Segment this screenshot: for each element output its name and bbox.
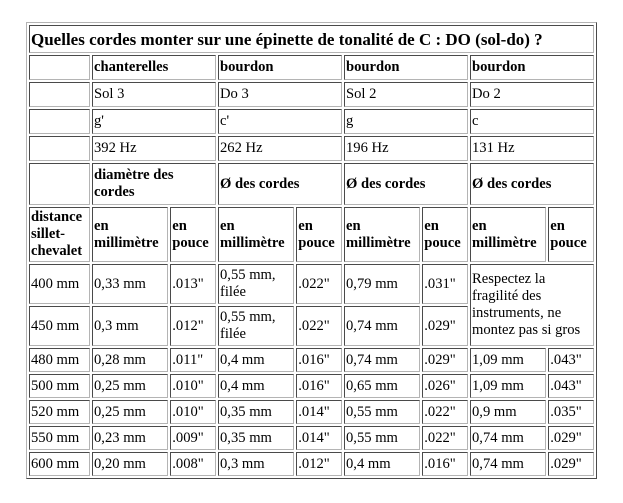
role-bourdon-do2: bourdon <box>470 55 594 80</box>
unit-mm-header: en millimètre <box>470 207 546 262</box>
diameter-header: Ø des cordes <box>344 163 468 205</box>
diameter-mm-cell: 0,74 mm <box>344 348 420 372</box>
diameter-mm-cell: 0,55 mm, filée <box>218 306 294 346</box>
empty-cell <box>29 82 90 107</box>
diameter-mm-cell: 0,3 mm <box>92 306 168 346</box>
distance-header: distance sillet-chevalet <box>29 207 90 262</box>
role-chanterelles: chanterelles <box>92 55 216 80</box>
notation-c: c <box>470 109 594 134</box>
empty-cell <box>29 109 90 134</box>
diameter-inch-cell: .043" <box>548 348 594 372</box>
diameter-inch-cell: .022" <box>422 400 468 424</box>
notation-row <box>29 109 594 134</box>
unit-header-row <box>29 207 594 262</box>
diameter-inch-cell: .022" <box>296 264 342 304</box>
unit-inch-header: en pouce <box>548 207 594 262</box>
diameter-mm-cell: 0,74 mm <box>344 306 420 346</box>
diameter-inch-cell: .022" <box>296 306 342 346</box>
table-row <box>29 452 594 476</box>
note-do2: Do 2 <box>470 82 594 107</box>
table-title: Quelles cordes monter sur une épinette de tonalité de C : DO (sol-do) ? <box>29 25 594 53</box>
distance-cell: 500 mm <box>29 374 90 398</box>
diameter-inch-cell: .013" <box>170 264 216 304</box>
title-row <box>29 25 594 53</box>
unit-inch-header: en pouce <box>422 207 468 262</box>
distance-cell: 520 mm <box>29 400 90 424</box>
diameter-mm-cell: 0,23 mm <box>92 426 168 450</box>
diameter-inch-cell: .014" <box>296 400 342 424</box>
unit-mm-header: en millimètre <box>92 207 168 262</box>
diameter-header: Ø des cordes <box>218 163 342 205</box>
freq-do2: 131 Hz <box>470 136 594 161</box>
diameter-inch-cell: .016" <box>296 374 342 398</box>
string-role-row <box>29 55 594 80</box>
diameter-header-row <box>29 163 594 205</box>
diameter-inch-cell: .031" <box>422 264 468 304</box>
diameter-inch-cell: .029" <box>548 452 594 476</box>
diameter-inch-cell: .012" <box>296 452 342 476</box>
table-row <box>29 374 594 398</box>
table-row <box>29 264 594 304</box>
diameter-inch-cell: .014" <box>296 426 342 450</box>
diameter-mm-cell: 0,65 mm <box>344 374 420 398</box>
diameter-mm-cell: 0,74 mm <box>470 426 546 450</box>
notation-g-prime: g' <box>92 109 216 134</box>
unit-inch-header: en pouce <box>170 207 216 262</box>
frequency-row <box>29 136 594 161</box>
diameter-mm-cell: 0,25 mm <box>92 400 168 424</box>
notation-g: g <box>344 109 468 134</box>
diameter-mm-cell: 1,09 mm <box>470 348 546 372</box>
diameter-mm-cell: 0,25 mm <box>92 374 168 398</box>
diameter-mm-cell: 0,35 mm <box>218 426 294 450</box>
table-row <box>29 348 594 372</box>
diameter-inch-cell: .026" <box>422 374 468 398</box>
diameter-header: diamètre des cordes <box>92 163 216 205</box>
diameter-inch-cell: .010" <box>170 374 216 398</box>
freq-sol3: 392 Hz <box>92 136 216 161</box>
unit-mm-header: en millimètre <box>344 207 420 262</box>
diameter-header: Ø des cordes <box>470 163 594 205</box>
clipped-text-strip <box>0 0 623 16</box>
note-do3: Do 3 <box>218 82 342 107</box>
diameter-inch-cell: .029" <box>548 426 594 450</box>
distance-cell: 550 mm <box>29 426 90 450</box>
fragility-note: Respectez la fragilité des instruments, ne montez pas si gros <box>470 264 594 346</box>
diameter-mm-cell: 0,4 mm <box>218 348 294 372</box>
unit-mm-header: en millimètre <box>218 207 294 262</box>
diameter-inch-cell: .011" <box>170 348 216 372</box>
diameter-inch-cell: .016" <box>422 452 468 476</box>
distance-cell: 450 mm <box>29 306 90 346</box>
diameter-inch-cell: .008" <box>170 452 216 476</box>
note-name-row <box>29 82 594 107</box>
diameter-inch-cell: .029" <box>422 306 468 346</box>
table-row <box>29 426 594 450</box>
distance-cell: 600 mm <box>29 452 90 476</box>
diameter-inch-cell: .012" <box>170 306 216 346</box>
empty-cell <box>29 163 90 205</box>
diameter-mm-cell: 0,55 mm <box>344 400 420 424</box>
diameter-mm-cell: 0,4 mm <box>218 374 294 398</box>
diameter-mm-cell: 0,55 mm, filée <box>218 264 294 304</box>
table-row <box>29 400 594 424</box>
empty-cell <box>29 136 90 161</box>
diameter-mm-cell: 0,9 mm <box>470 400 546 424</box>
diameter-inch-cell: .022" <box>422 426 468 450</box>
diameter-inch-cell: .010" <box>170 400 216 424</box>
string-gauge-table <box>26 22 597 479</box>
diameter-inch-cell: .009" <box>170 426 216 450</box>
empty-cell <box>29 55 90 80</box>
diameter-inch-cell: .035" <box>548 400 594 424</box>
freq-do3: 262 Hz <box>218 136 342 161</box>
diameter-mm-cell: 0,28 mm <box>92 348 168 372</box>
diameter-mm-cell: 0,79 mm <box>344 264 420 304</box>
diameter-mm-cell: 1,09 mm <box>470 374 546 398</box>
distance-cell: 480 mm <box>29 348 90 372</box>
role-bourdon-sol2: bourdon <box>344 55 468 80</box>
diameter-mm-cell: 0,3 mm <box>218 452 294 476</box>
note-sol3: Sol 3 <box>92 82 216 107</box>
diameter-mm-cell: 0,4 mm <box>344 452 420 476</box>
diameter-mm-cell: 0,55 mm <box>344 426 420 450</box>
diameter-mm-cell: 0,33 mm <box>92 264 168 304</box>
diameter-inch-cell: .016" <box>296 348 342 372</box>
freq-sol2: 196 Hz <box>344 136 468 161</box>
role-bourdon-do3: bourdon <box>218 55 342 80</box>
note-sol2: Sol 2 <box>344 82 468 107</box>
diameter-inch-cell: .043" <box>548 374 594 398</box>
diameter-mm-cell: 0,74 mm <box>470 452 546 476</box>
notation-c-prime: c' <box>218 109 342 134</box>
diameter-mm-cell: 0,35 mm <box>218 400 294 424</box>
unit-inch-header: en pouce <box>296 207 342 262</box>
diameter-mm-cell: 0,20 mm <box>92 452 168 476</box>
diameter-inch-cell: .029" <box>422 348 468 372</box>
distance-cell: 400 mm <box>29 264 90 304</box>
